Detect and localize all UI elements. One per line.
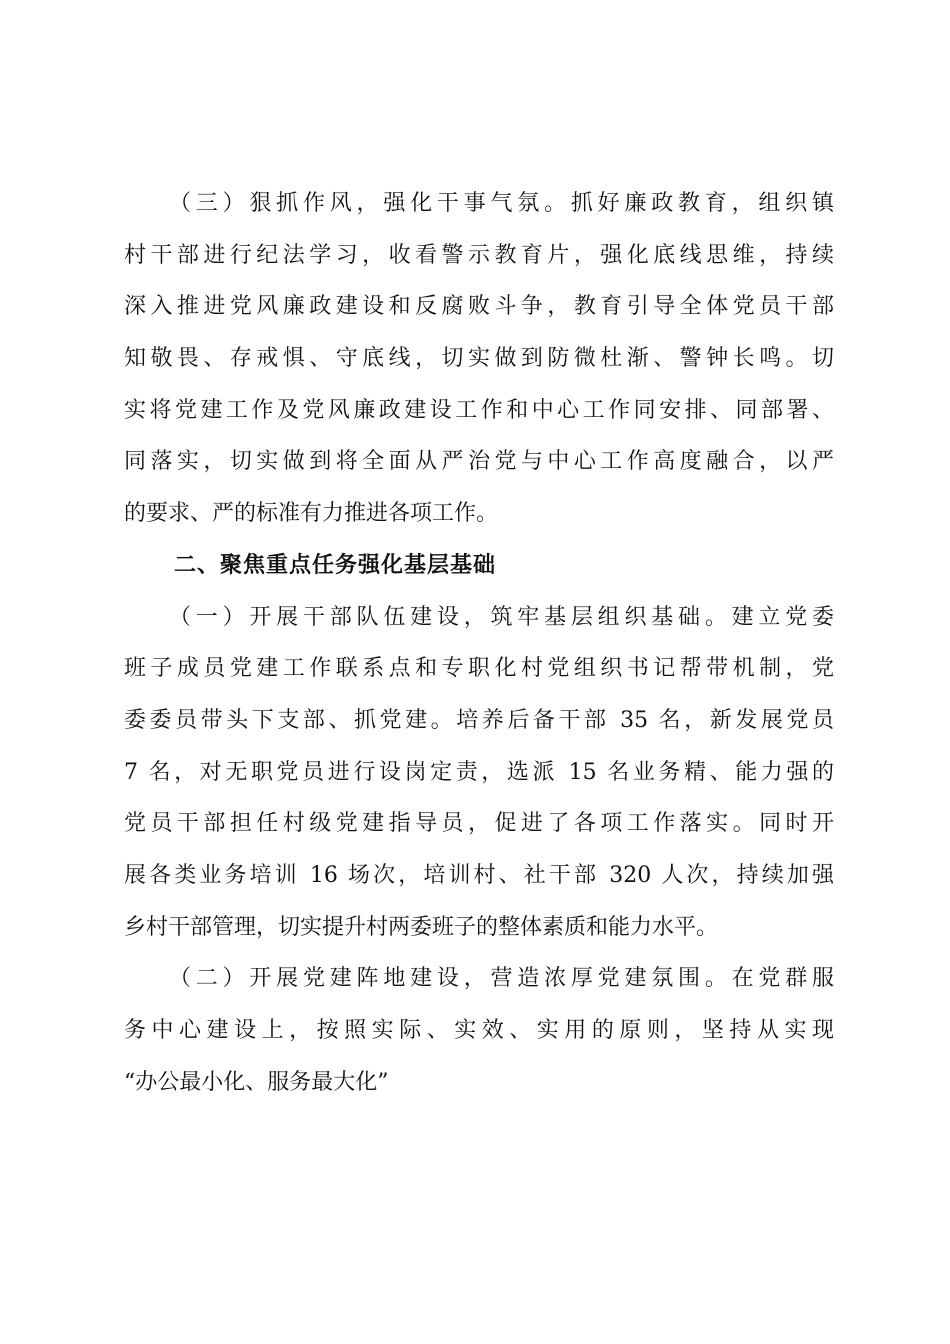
text-line: （一）开展干部队伍建设，筑牢基层组织基础。建立党委 <box>169 604 834 630</box>
text-line: 知敬畏、存戒惧、守底线，切实做到防微杜渐、警钟长鸣。切 <box>124 346 834 372</box>
text-line: 同落实，切实做到将全面从严治党与中心工作高度融合，以严 <box>124 449 834 475</box>
section-heading: 二、聚焦重点任务强化基层基础 <box>174 552 497 578</box>
text-line: 乡村干部管理，切实提升村两委班子的整体素质和能力水平。 <box>124 914 719 940</box>
text-line: 务中心建设上，按照实际、实效、实用的原则，坚持从实现 <box>124 1018 834 1043</box>
text-line: 实将党建工作及党风廉政建设工作和中心工作同安排、同部署、 <box>124 397 834 423</box>
paragraph-section-2-2 <box>124 953 834 1108</box>
text-line: 村干部进行纪法学习，收看警示教育片，强化底线思维，持续 <box>124 242 834 268</box>
text-line: （二）开展党建阵地建设，营造浓厚党建氛围。在党群服 <box>169 966 834 992</box>
text-line: 7 名，对无职党员进行设岗定责，选派 15 名业务精、能力强的 <box>124 759 834 785</box>
text-line: 的要求、严的标准有力推进各项工作。 <box>124 501 499 527</box>
text-line: （三）狠抓作风，强化干事气氛。抓好廉政教育，组织镇 <box>169 191 834 216</box>
paragraph-section-3 <box>124 178 834 540</box>
document-body <box>124 178 834 1108</box>
text-line: 党员干部担任村级党建指导员，促进了各项工作落实。同时开 <box>124 811 834 837</box>
text-line: 展各类业务培训 16 场次，培训村、社干部 320 人次，持续加强 <box>124 862 834 888</box>
paragraph-section-2-1 <box>124 592 834 954</box>
text-line: 委委员带头下支部、抓党建。培养后备干部 35 名，新发展党员 <box>124 707 834 733</box>
text-line: “办公最小化、服务最大化” <box>124 1069 389 1095</box>
text-line: 班子成员党建工作联系点和专职化村党组织书记帮带机制，党 <box>124 656 834 682</box>
text-line: 深入推进党风廉政建设和反腐败斗争，教育引导全体党员干部 <box>124 294 834 320</box>
